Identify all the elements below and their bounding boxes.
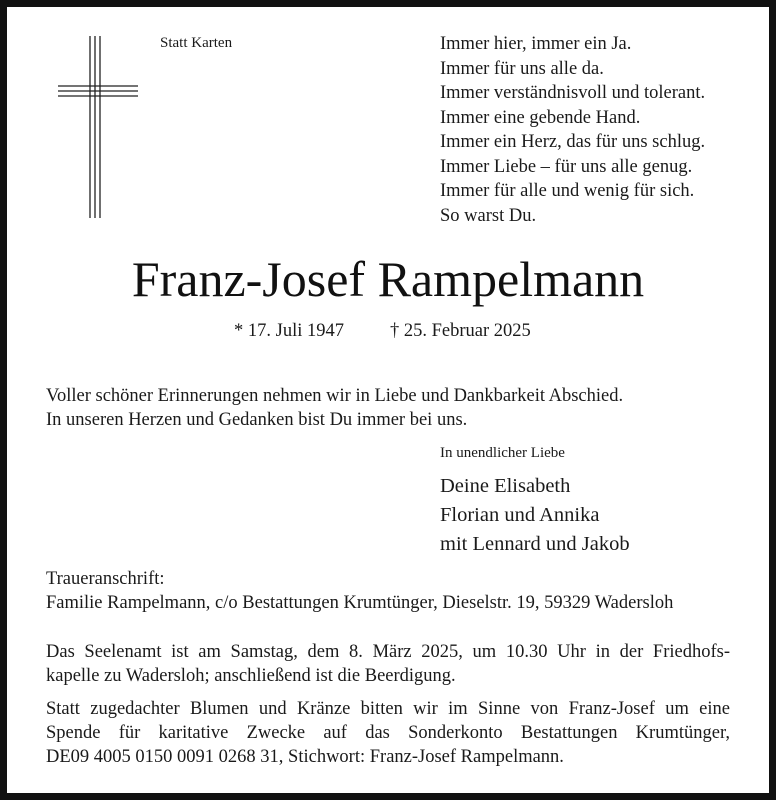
donation-line: Spende für karitative Zwecke auf das Sonderkonto Bestattungen Krumtünger,: [46, 723, 730, 743]
signer-line: Florian und Annika: [440, 504, 600, 526]
signer-line: mit Lennard und Jakob: [440, 533, 630, 555]
farewell-line: In unseren Herzen und Gedanken bist Du immer bei uns.: [46, 410, 468, 430]
service-info: [46, 640, 730, 688]
farewell-line: Voller schöner Erinnerungen nehmen wir in Liebe und Dankbarkeit Abschied.: [46, 386, 624, 406]
birth-date: * 17. Juli 1947: [234, 321, 344, 341]
service-line: Das Seelenamt ist am Samstag, dem 8. März 2025, um 10.30 Uhr in der Friedhofs-: [46, 642, 730, 662]
poem-line: Immer für alle und wenig für sich.: [440, 181, 695, 201]
donation-line: DE09 4005 0150 0091 0268 31, Stichwort: Franz-Josef Rampelmann.: [46, 747, 564, 767]
address-label: Traueranschrift:: [46, 569, 165, 589]
signers: [440, 472, 630, 559]
poem-line: Immer Liebe – für uns alle genug.: [440, 156, 693, 177]
address-block: [46, 567, 730, 615]
poem: [440, 32, 705, 228]
poem-line: Immer eine gebende Hand.: [440, 107, 641, 128]
signers-intro: In unendlicher Liebe: [440, 445, 565, 461]
signer-line: Deine Elisabeth: [440, 475, 571, 497]
farewell-text: [46, 384, 730, 432]
death-date: † 25. Februar 2025: [390, 321, 531, 341]
deceased-name: Franz-Josef Rampelmann: [131, 251, 645, 307]
poem-line: Immer verständnisvoll und tolerant.: [440, 83, 706, 103]
donation-info: [46, 697, 730, 769]
donation-line: Statt zugedachter Blumen und Kränze bitten wir im Sinne von Franz-Josef um eine: [46, 699, 730, 719]
service-line: kapelle zu Wadersloh; anschließend ist die Beerdigung.: [46, 666, 456, 686]
statt-karten-label: Statt Karten: [160, 35, 233, 51]
address-text: Familie Rampelmann, c/o Bestattungen Krumtünger, Dieselstr. 19, 59329 Wadersloh: [46, 593, 674, 613]
cross-icon: [58, 36, 138, 218]
poem-line: Immer ein Herz, das für uns schlug.: [440, 132, 706, 152]
poem-line: Immer hier, immer ein Ja.: [440, 34, 632, 54]
poem-line: So warst Du.: [440, 205, 537, 226]
poem-line: Immer für uns alle da.: [440, 58, 604, 79]
